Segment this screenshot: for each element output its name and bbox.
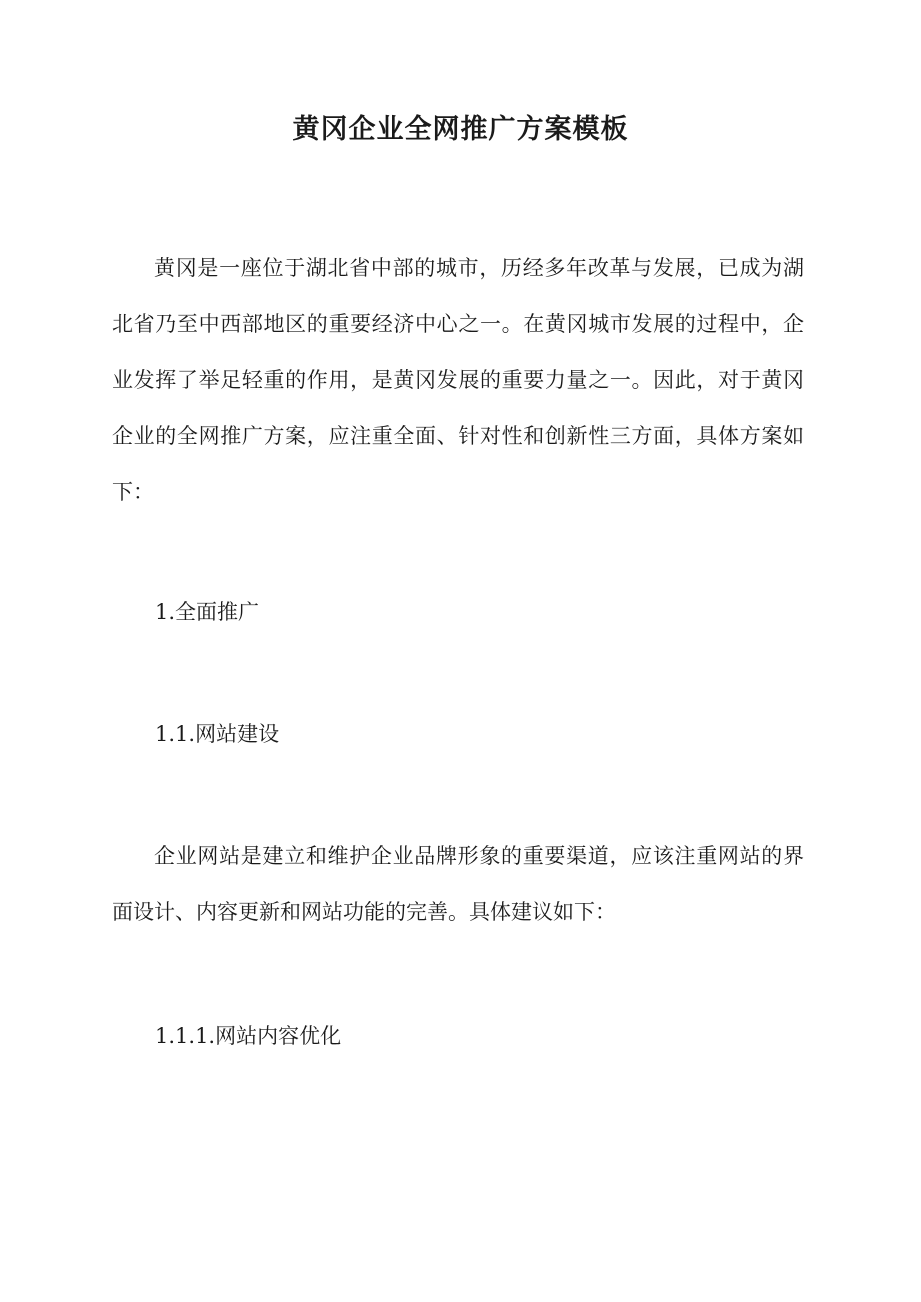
- website-paragraph: 企业网站是建立和维护企业品牌形象的重要渠道，应该注重网站的界面设计、内容更新和网站功能的完善。具体建议如下：: [112, 844, 804, 924]
- section-heading-1-1: 1.1.网站建设: [155, 722, 280, 746]
- intro-paragraph: 黄冈是一座位于湖北省中部的城市，历经多年改革与发展，已成为湖北省乃至中西部地区的重要经济中心之一。在黄冈城市发展的过程中，企业发挥了举足轻重的作用，是黄冈发展的重要力量之一。因此，对于黄冈企业的全网推广方案，应注重全面、针对性和创新性三方面，具体方案如下：: [112, 256, 804, 504]
- document-title: 黄冈企业全网推广方案模板: [292, 114, 629, 145]
- section-heading-1: 1.全面推广: [155, 600, 260, 624]
- section-heading-1-1-1: 1.1.1.网站内容优化: [155, 1024, 342, 1048]
